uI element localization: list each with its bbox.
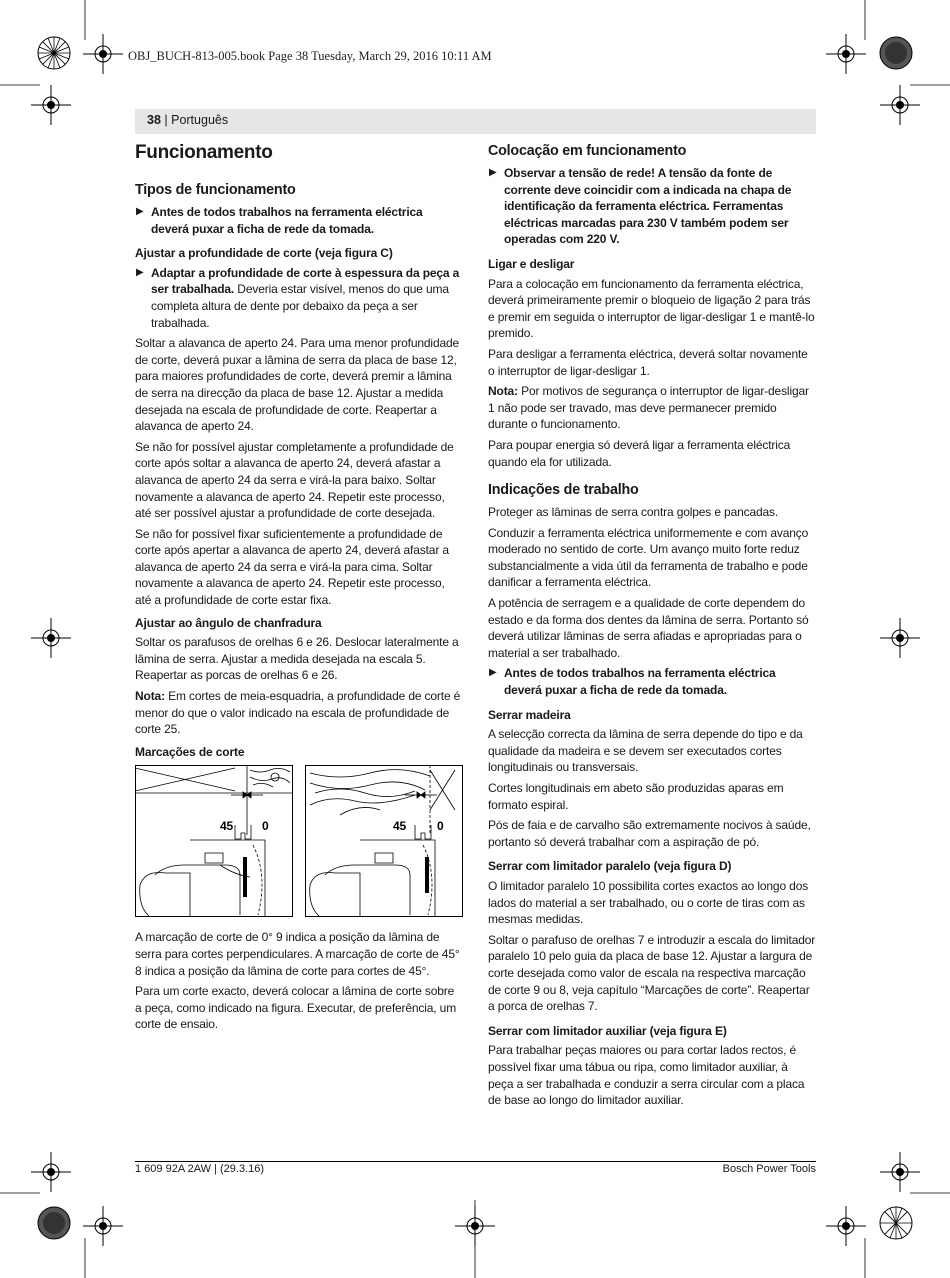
mark-label-45: 45: [393, 819, 407, 834]
crosshair-target-icon: [31, 1152, 71, 1192]
cutting-mark-0-illustration: [135, 765, 293, 917]
cutting-marks-figure: [135, 765, 463, 917]
paragraph: Para um corte exacto, deverá colocar a lâmina de corte sobre a peça, como indicado na figura. Executar, de preferência, um corte de ensaio.: [135, 984, 457, 1032]
section-heading: Colocação em funcionamento: [488, 143, 687, 159]
crosshair-target-icon: [826, 34, 866, 74]
crosshair-target-icon: [83, 1206, 123, 1246]
crosshair-target-icon: [83, 34, 123, 74]
mark-label-0: 0: [437, 819, 444, 834]
paragraph: Para a colocação em funcionamento da ferramenta eléctrica, deverá primeiramente premir o bloqueio de ligação 2 para trás e premir em seguida o interruptor de ligar-desligar 1 e mantê-lo premido.: [488, 276, 815, 341]
book-info-line: OBJ_BUCH-813-005.book Page 38 Tuesday, March 29, 2016 10:11 AM: [128, 49, 492, 63]
paragraph: Cortes longitudinais em abeto são produzidas aparas em formato espiral.: [488, 781, 784, 812]
crosshair-target-icon: [880, 618, 920, 658]
header-language: Português: [171, 113, 229, 127]
running-header: [147, 113, 228, 127]
paragraph: Soltar a alavanca de aperto 24. Para uma menor profundidade de corte, deverá puxar a lâmina de serra da placa de base 12, para maiores profundidades de corte, deverá premir a lâmina de serra na direcção da placa de base 12. Ajustar a medida desejada na escala de profundidade de corte. Reapertar a alavanca de aperto 24.: [135, 336, 460, 434]
cutting-mark-45-illustration: [305, 765, 463, 917]
registration-rosette-icon: [879, 1206, 913, 1240]
left-column: [135, 141, 463, 1037]
paragraph: Para desligar a ferramenta eléctrica, deverá soltar novamente o interruptor de ligar-desligar 1.: [488, 346, 808, 378]
subsection-heading: Ajustar a profundidade de corte (veja figura C): [135, 246, 393, 261]
subsection-heading: Serrar com limitador auxiliar (veja figura E): [488, 1023, 727, 1038]
page-number: 38: [147, 113, 161, 127]
section-heading: Tipos de funcionamento: [135, 182, 296, 198]
triangle-bullet-icon: ▶: [489, 667, 497, 679]
paragraph: Pós de faia e de carvalho são extremamente nocivos à saúde, portanto só deverá trabalhar com a aspiração de pó.: [488, 818, 811, 849]
warning-bullet: ▶ Antes de todos trabalhos na ferramenta eléctrica deverá puxar a ficha de rede da tomada.: [136, 205, 423, 236]
paragraph: Soltar os parafusos de orelhas 6 e 26. Deslocar lateralmente a lâmina de serra. Ajustar a medida desejada na escala 5. Reapertar as porcas de orelhas 6 e 26.: [135, 635, 459, 683]
note-paragraph: Nota: Por motivos de segurança o interruptor de ligar-desligar 1 não pode ser travado, mas deve permanecer premido durante o funcionamento.: [488, 384, 809, 432]
paragraph: Conduzir a ferramenta eléctrica uniformemente e com avanço moderado no sentido de corte. Um avanço muito forte reduz substancialmente a vida útil da ferramenta de trabalho e pode danificar a ferramenta eléctrica.: [488, 525, 809, 590]
subsection-heading: Serrar com limitador paralelo (veja figura D): [488, 859, 732, 874]
paragraph: Proteger as lâminas de serra contra golpes e pancadas.: [488, 505, 779, 520]
note-paragraph: Nota: Em cortes de meia-esquadria, a profundidade de corte é menor do que o valor indicado na escala de profundidade de corte 25.: [135, 689, 461, 737]
triangle-bullet-icon: ▶: [136, 206, 144, 217]
footer-brand: Bosch Power Tools: [722, 1163, 816, 1175]
crosshair-target-icon: [880, 1152, 920, 1192]
paragraph: O limitador paralelo 10 possibilita cortes exactos ao longo dos lados do material a ser trabalhado, ou o corte de tiras com as mesmas medidas.: [488, 878, 809, 927]
page-title: Funcionamento: [135, 142, 273, 163]
crosshair-target-icon: [826, 1206, 866, 1246]
mark-label-45: 45: [220, 819, 234, 834]
subsection-heading: Marcações de corte: [135, 744, 245, 759]
subsection-heading: Ligar e desligar: [488, 256, 575, 271]
right-column: [488, 141, 816, 1113]
footer-rule: [135, 1161, 816, 1162]
registration-rosette-icon: [37, 36, 71, 70]
paragraph: Soltar o parafuso de orelhas 7 e introduzir a escala do limitador paralelo 10 pelo guia da placa de base 12. Ajustar a largura de corte desejada como valor de escala na respectiva marcação de corte 9 ou 8, veja capítulo “Marcações de corte”. Reapertar a porca de orelhas 7.: [488, 932, 816, 1014]
header-separator: |: [160, 113, 172, 127]
section-heading: Indicações de trabalho: [488, 482, 639, 499]
warning-bullet: ▶ Observar a tensão de rede! A tensão da fonte de corrente deve coincidir com a indicada na chapa de identificação da ferramenta eléctrica. Ferramentas eléctricas marcadas para 230 V também podem ser operadas com 220 V.: [489, 166, 792, 247]
mark-label-0: 0: [262, 819, 269, 834]
crosshair-target-icon: [31, 85, 71, 125]
crosshair-target-icon: [880, 85, 920, 125]
instruction-bullet: ▶ Adaptar a profundidade de corte à espessura da peça a ser trabalhada. Deveria estar visível, menos do que uma completa altura de dente por debaixo da peça a ser trabalhada.: [136, 265, 460, 330]
triangle-bullet-icon: ▶: [489, 167, 497, 178]
registration-disc-icon: [879, 36, 913, 70]
paragraph: A potência de serragem e a qualidade de corte dependem do estado e da forma dos dentes da lâmina de serra. Portanto só deverá utilizar lâminas de serra afiadas e apropriadas para o material a ser trabalhado.: [488, 596, 809, 660]
paragraph: A selecção correcta da lâmina de serra depende do tipo e da qualidade da madeira e se devem ser executados cortes longitudinais ou transversais.: [488, 727, 803, 775]
registration-disc-icon: [37, 1206, 71, 1240]
paragraph: Se não for possível fixar suficientemente a profundidade de corte após apertar a alavanca de aperto 24, deverá afastar a alavanca de aperto 24 da serra e virá-la para cima. Soltar novamente a alavanca de aperto 24. Repetir este processo, até a profundidade de corte estar fixa.: [135, 526, 449, 608]
paragraph: Se não for possível ajustar completamente a profundidade de corte após soltar a alavanca de aperto 24, deverá afastar a alavanca de aperto 24 da serra e virá-la para baixo. Soltar novamente a alavanca de aperto 24. Repetir este processo, até ser possível ajustar a profundidade de corte desejada.: [135, 439, 454, 521]
crosshair-target-icon: [31, 618, 71, 658]
subsection-heading: Serrar madeira: [488, 707, 571, 722]
triangle-bullet-icon: ▶: [136, 266, 144, 278]
crosshair-target-icon: [455, 1206, 495, 1246]
warning-bullet: ▶ Antes de todos trabalhos na ferramenta eléctrica deverá puxar a ficha de rede da tomada.: [489, 666, 776, 698]
paragraph: A marcação de corte de 0° 9 indica a posição da lâmina de serra para cortes perpendiculares. A marcação de corte de 45° 8 indica a posição da lâmina de corte para cortes de 45°.: [135, 930, 460, 978]
subsection-heading: Ajustar ao ângulo de chanfradura: [135, 615, 322, 630]
footer-doc-number: 1 609 92A 2AW | (29.3.16): [135, 1163, 265, 1175]
running-header-bar: [135, 109, 816, 134]
paragraph: Para poupar energia só deverá ligar a ferramenta eléctrica quando ela for utilizada.: [488, 437, 791, 469]
paragraph: Para trabalhar peças maiores ou para cortar lados rectos, é possível fixar uma tábua ou ripa, como limitador auxiliar, à peça a ser trabalhada e conduzir a serra circular com a placa de base ao longo do limitador auxiliar.: [488, 1043, 805, 1108]
